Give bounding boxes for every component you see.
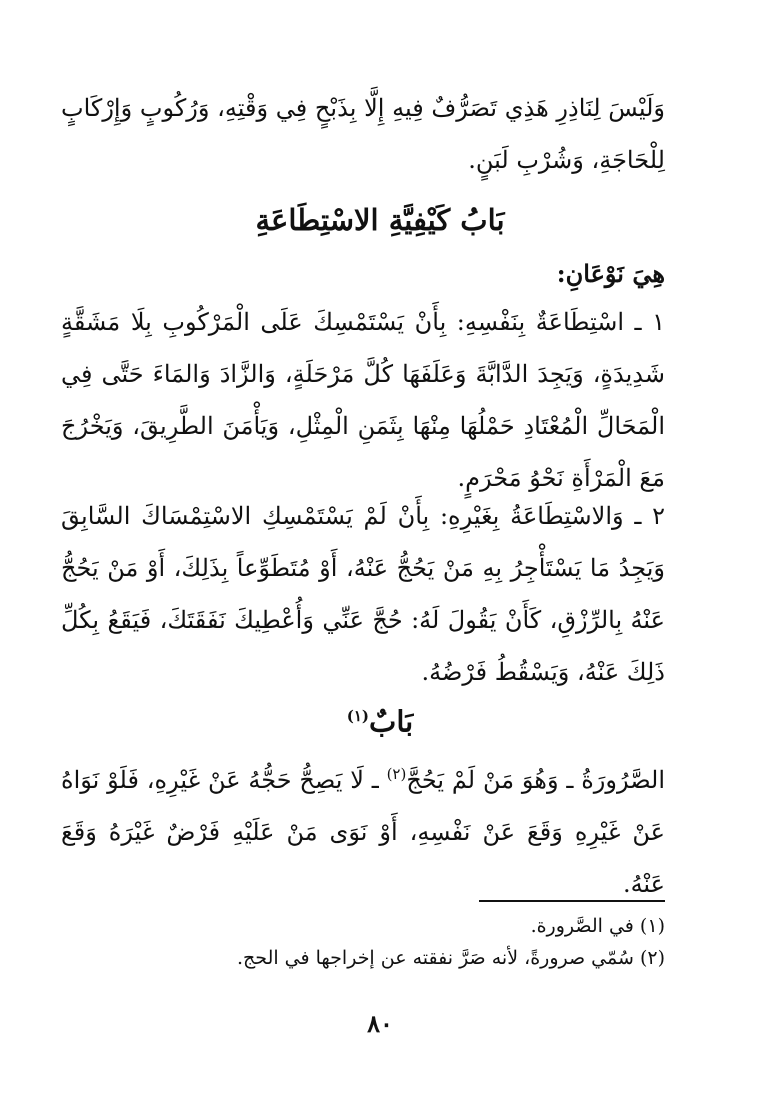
section-title-istitaa: بَابُ كَيْفِيَّةِ الاسْتِطَاعَةِ — [255, 203, 505, 237]
footnote-separator — [479, 900, 665, 902]
sarura-text-part2: ـ لَا يَصِحُّ حَجُّهُ عَنْ غَيْرِهِ، فَلَوْ نَوَاهُ عَنْ غَيْرِهِ وَقَعَ عَنْ نَفْسِهِ، أَوْ نَوَى مَنْ عَلَيْهِ فَرْضٌ غَيْرَهُ وَقَعَ عَنْهُ. — [61, 766, 665, 898]
page-number: ٨٠ — [367, 1009, 393, 1038]
sarura-footnote-marker: (٢) — [386, 765, 407, 783]
section-subtitle: هِيَ نَوْعَانِ: — [556, 259, 665, 288]
section-title-bab — [0, 694, 760, 744]
bab-title-text: بَابٌ — [369, 704, 414, 739]
bab-footnote-marker: (١) — [346, 707, 370, 725]
footnote-1: (١) في الصَّرورة. — [530, 915, 665, 937]
istitaa-item-1: ١ ـ اسْتِطَاعَةٌ بِنَفْسِهِ: بِأَنْ يَسْتَمْسِكَ عَلَى الْمَرْكُوبِ بِلَا مَشَقَّةٍ شَدِيدَةٍ، وَيَجِدَ الدَّابَّةَ وَعَلَفَهَا كُلَّ مَرْحَلَةٍ، وَالزَّادَ وَالمَاءَ حَتَّى فِي الْمَحَالِّ الْمُعْتَادِ حَمْلُهَا مِنْهَا بِثَمَنِ الْمِثْلِ، وَيَأْمَنَ الطَّرِيقَ، وَيَخْرُجَ مَعَ الْمَرْأَةِ نَحْوُ مَحْرَمٍ. — [61, 308, 665, 492]
istitaa-item-2: ٢ ـ وَالاسْتِطَاعَةُ بِغَيْرِهِ: بِأَنْ لَمْ يَسْتَمْسِكِ الاسْتِمْسَاكَ السَّابِقَ وَيَجِدُ مَا يَسْتَأْجِرُ بِهِ مَنْ يَحُجُّ عَنْهُ، أَوْ مُتَطَوِّعاً بِذَلِكَ، أَوْ مَنْ يَحُجُّ عَنْهُ بِالرِّزْقِ، كَأَنْ يَقُولَ لَهُ: حُجَّ عَنِّي وَأُعْطِيكَ نَفَقَتَكَ، فَيَقَعُ بِكُلِّ ذَلِكَ عَنْهُ، وَيَسْقُطُ فَرْضُهُ. — [61, 502, 665, 686]
sarura-paragraph — [61, 748, 665, 910]
footnote-2: (٢) سُمّي صرورةً، لأنه صَرَّ نفقته عن إخراجها في الحج. — [237, 947, 665, 969]
sarura-text-part1: الصَّرُورَةُ ـ وَهُوَ مَنْ لَمْ يَحُجَّ — [406, 766, 665, 794]
intro-paragraph: وَلَيْسَ لِنَاذِرِ هَذِي تَصَرُّفٌ فِيهِ إِلَّا بِذَبْحٍ فِي وَقْتِهِ، وَرُكُوبٍ وَإِرْكَابٍ لِلْحَاجَةِ، وَشُرْبِ لَبَنٍ. — [61, 94, 665, 174]
